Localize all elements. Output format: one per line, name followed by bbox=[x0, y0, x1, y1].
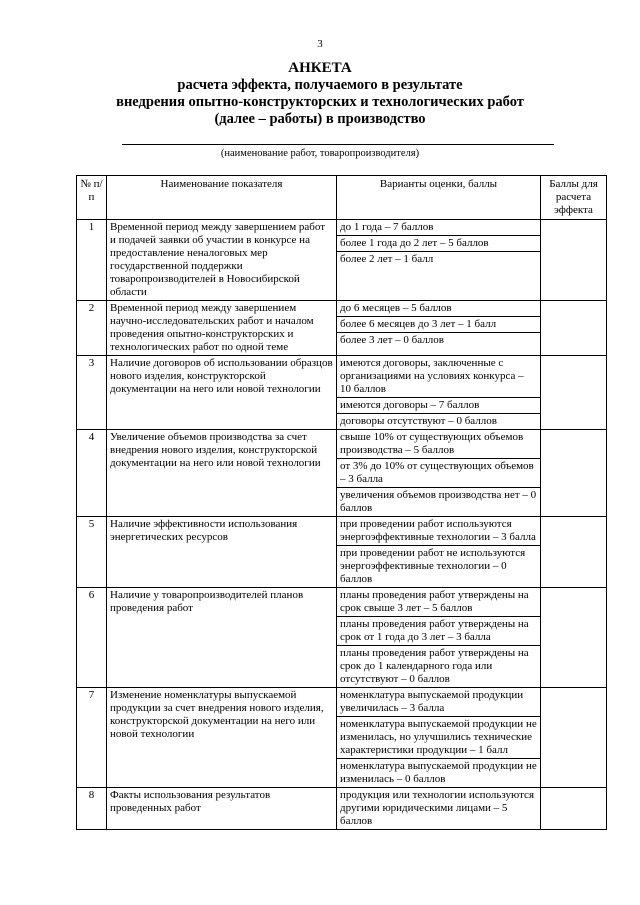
row-options bbox=[337, 688, 541, 788]
row-indicator: Наличие договоров об использовании образцов нового изделия, конструкторской документации на него или новой технологии bbox=[107, 356, 337, 430]
option: договоры отсутствуют – 0 баллов bbox=[337, 413, 540, 429]
table-row bbox=[77, 356, 607, 430]
row-options bbox=[337, 517, 541, 588]
table-row bbox=[77, 517, 607, 588]
fill-in-caption: (наименование работ, товаропроизводителя) bbox=[220, 148, 420, 159]
header-score: Баллы для расчета эффекта bbox=[541, 176, 607, 220]
row-num: 3 bbox=[77, 356, 107, 430]
option: более 6 месяцев до 3 лет – 1 балл bbox=[337, 316, 540, 332]
row-score-cell[interactable] bbox=[541, 356, 607, 430]
option: от 3% до 10% от существующих объемов – 3 балла bbox=[337, 458, 540, 487]
title-line-4: (далее – работы) в производство bbox=[214, 111, 426, 127]
row-indicator: Факты использования результатов проведенных работ bbox=[107, 788, 337, 830]
table-row bbox=[77, 688, 607, 788]
option: номенклатура выпускаемой продукции не изменилась – 0 баллов bbox=[337, 758, 540, 787]
row-indicator: Временной период между завершением работ и подачей заявки об участии в конкурсе на предоставление неналоговых мер государственной поддержки товаропроизводителей в Новосибирской области bbox=[107, 220, 337, 301]
row-score-cell[interactable] bbox=[541, 517, 607, 588]
option: более 3 лет – 0 баллов bbox=[337, 332, 540, 348]
row-num: 4 bbox=[77, 430, 107, 517]
row-num: 1 bbox=[77, 220, 107, 301]
row-score-cell[interactable] bbox=[541, 220, 607, 301]
row-options bbox=[337, 430, 541, 517]
option: свыше 10% от существующих объемов производства – 5 баллов bbox=[340, 431, 524, 456]
table-row bbox=[77, 301, 607, 356]
title-line-3: внедрения опытно-конструкторских и технологических работ bbox=[116, 94, 524, 110]
header-name: Наименование показателя bbox=[107, 176, 337, 220]
row-options bbox=[337, 301, 541, 356]
row-score-cell[interactable] bbox=[541, 688, 607, 788]
row-num: 8 bbox=[77, 788, 107, 830]
option: при проведении работ не используются энергоэффективные технологии – 0 баллов bbox=[337, 545, 540, 587]
title-line-2: расчета эффекта, получаемого в результате bbox=[177, 77, 463, 93]
header-options: Варианты оценки, баллы bbox=[337, 176, 541, 220]
row-score-cell[interactable] bbox=[541, 430, 607, 517]
table-header-row bbox=[77, 176, 607, 220]
option: планы проведения работ утверждены на срок свыше 3 лет – 5 баллов bbox=[340, 589, 529, 614]
row-num: 7 bbox=[77, 688, 107, 788]
row-indicator: Наличие эффективности использования энергетических ресурсов bbox=[107, 517, 337, 588]
option: планы проведения работ утверждены на срок от 1 года до 3 лет – 3 балла bbox=[337, 616, 540, 645]
title-line-1: АНКЕТА bbox=[288, 60, 352, 76]
row-options bbox=[337, 356, 541, 430]
option: продукция или технологии используются другими юридическими лицами – 5 баллов bbox=[340, 789, 535, 827]
option: при проведении работ используются энергоэффективные технологии – 3 балла bbox=[340, 518, 536, 543]
option: имеются договоры, заключенные с организациями на условиях конкурса – 10 баллов bbox=[340, 357, 524, 395]
page-number: 3 bbox=[317, 38, 323, 50]
row-options bbox=[337, 220, 541, 301]
table-row bbox=[77, 220, 607, 301]
option: планы проведения работ утверждены на срок до 1 календарного года или отсутствуют – 0 баллов bbox=[337, 645, 540, 687]
row-num: 6 bbox=[77, 588, 107, 688]
row-num: 2 bbox=[77, 301, 107, 356]
row-score-cell[interactable] bbox=[541, 588, 607, 688]
row-score-cell[interactable] bbox=[541, 301, 607, 356]
fill-in-line bbox=[122, 144, 554, 145]
row-score-cell[interactable] bbox=[541, 788, 607, 830]
row-indicator: Наличие у товаропроизводителей планов проведения работ bbox=[107, 588, 337, 688]
table-row bbox=[77, 430, 607, 517]
document-title bbox=[0, 60, 640, 128]
row-options bbox=[337, 588, 541, 688]
table-row bbox=[77, 588, 607, 688]
option: до 1 года – 7 баллов bbox=[340, 221, 434, 233]
row-indicator: Увеличение объемов производства за счет внедрения нового изделия, конструкторской документации на него или новой технологии bbox=[107, 430, 337, 517]
questionnaire-table bbox=[76, 175, 607, 830]
header-num: № п/п bbox=[77, 176, 107, 220]
row-options bbox=[337, 788, 541, 830]
option: номенклатура выпускаемой продукции увеличилась – 3 балла bbox=[340, 689, 524, 714]
option: более 1 года до 2 лет – 5 баллов bbox=[337, 235, 540, 251]
row-indicator: Изменение номенклатуры выпускаемой продукции за счет внедрения нового изделия, конструкторской документации на него или новой технологии bbox=[107, 688, 337, 788]
row-indicator: Временной период между завершением научно-исследовательских работ и началом проведения опытно-конструкторских и технологических работ по одной теме bbox=[107, 301, 337, 356]
row-num: 5 bbox=[77, 517, 107, 588]
option: увеличения объемов производства нет – 0 баллов bbox=[337, 487, 540, 516]
option: имеются договоры – 7 баллов bbox=[337, 397, 540, 413]
table-row bbox=[77, 788, 607, 830]
option: до 6 месяцев – 5 баллов bbox=[340, 302, 452, 314]
option: более 2 лет – 1 балл bbox=[337, 251, 540, 267]
option: номенклатура выпускаемой продукции не изменилась, но улучшились технические характеристики продукции – 1 балл bbox=[337, 716, 540, 758]
